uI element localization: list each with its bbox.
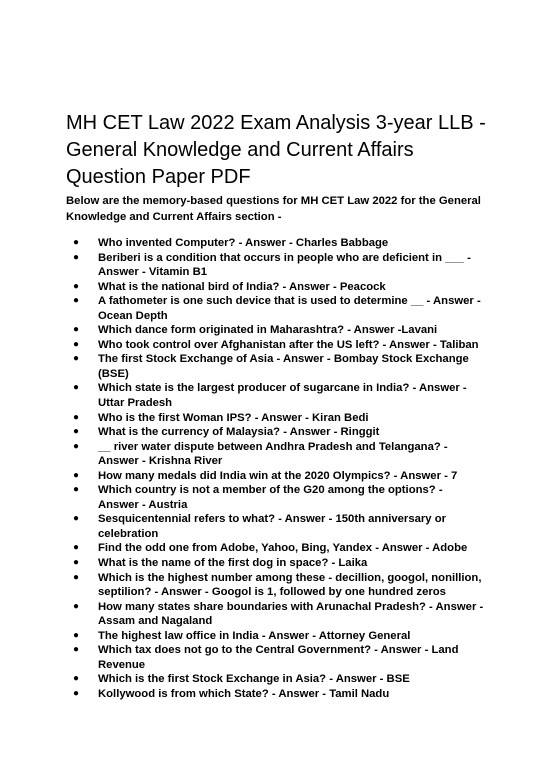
bullet-icon: ● [73, 251, 80, 263]
bullet-icon: ● [73, 440, 80, 452]
list-item-text: The first Stock Exchange of Asia - Answer - Bombay Stock Exchange (BSE) [98, 353, 469, 380]
list-item [66, 352, 486, 381]
bullet-icon: ● [73, 571, 80, 583]
list-item [66, 600, 486, 629]
list-item-text: How many medals did India win at the 2020 Olympics? - Answer - 7 [98, 469, 458, 482]
list-item-text: How many states share boundaries with Arunachal Pradesh? - Answer - Assam and Nagaland [98, 600, 484, 628]
bullet-icon: ● [73, 644, 80, 656]
list-item [66, 425, 486, 440]
list-item [66, 294, 486, 323]
list-item [66, 440, 486, 469]
list-item-text: Beriberi is a condition that occurs in people who are deficient in ___ - Answer - Vitamin B1 [98, 251, 471, 279]
bullet-icon: ● [73, 353, 80, 365]
bullet-icon: ● [73, 324, 80, 336]
list-item [66, 483, 486, 512]
bullet-icon: ● [73, 237, 80, 248]
list-item-text: The highest law office in India - Answer - Attorney General [98, 629, 411, 642]
list-item [66, 672, 486, 687]
list-item [66, 556, 486, 571]
list-item-text: Kollywood is from which State? - Answer - Tamil Nadu [98, 687, 390, 700]
list-item-text: Who took control over Afghanistan after the US left? - Answer - Taliban [98, 338, 479, 351]
bullet-icon: ● [73, 280, 80, 292]
list-item [66, 323, 486, 338]
list-item [66, 512, 486, 541]
intro-paragraph: Below are the memory-based questions for MH CET Law 2022 for the General Knowledge and Current Affairs section - [66, 195, 481, 223]
bullet-icon: ● [73, 484, 80, 496]
list-item [66, 541, 486, 556]
bullet-icon: ● [73, 687, 80, 699]
list-item [66, 381, 486, 410]
list-item-text: Which country is not a member of the G20 among the options? - Answer - Austria [98, 484, 443, 511]
list-item [66, 411, 486, 426]
bullet-icon: ● [73, 338, 80, 350]
list-item-text: Which is the highest number among these - decillion, googol, nonillion, septilion? - Answer - Googol is 1, followed by one hundred zeros [98, 571, 482, 599]
bullet-icon: ● [73, 426, 80, 438]
list-item-text: What is the name of the first dog in space? - Laika [98, 557, 368, 570]
list-item-text: Sesquicentennial refers to what? - Answer - 150th anniversary or celebration [98, 513, 447, 540]
list-item-text: A fathometer is one such device that is used to determine __ - Answer - Ocean Depth [98, 295, 481, 322]
bullet-icon: ● [73, 673, 80, 685]
bullet-icon: ● [73, 469, 80, 481]
list-item-text: Which is the first Stock Exchange in Asia? - Answer - BSE [98, 673, 410, 686]
list-item [66, 687, 486, 702]
list-item-text: What is the currency of Malaysia? - Answer - Ringgit [98, 426, 380, 439]
list-item [66, 469, 486, 484]
bullet-icon: ● [73, 600, 80, 612]
list-item-text: Who invented Computer? - Answer - Charles Babbage [98, 237, 389, 249]
bullet-icon: ● [73, 513, 80, 525]
bullet-icon: ● [73, 542, 80, 554]
question-list [66, 236, 486, 702]
list-item [66, 338, 486, 353]
list-item [66, 571, 486, 600]
bullet-icon: ● [73, 295, 80, 307]
list-item [66, 251, 486, 280]
list-item-text: Which state is the largest producer of sugarcane in India? - Answer - Uttar Pradesh [98, 382, 467, 410]
bullet-icon: ● [73, 557, 80, 569]
list-item-text: Find the odd one from Adobe, Yahoo, Bing, Yandex - Answer - Adobe [98, 542, 468, 555]
list-item-text: What is the national bird of India? - Answer - Peacock [98, 280, 386, 293]
bullet-icon: ● [73, 629, 80, 641]
document-title: MH CET Law 2022 Exam Analysis 3-year LLB - General Knowledge and Current Affairs Question Paper PDF [66, 112, 486, 188]
list-item [66, 236, 486, 251]
list-item [66, 280, 486, 295]
list-item-text: Who is the first Woman IPS? - Answer - Kiran Bedi [98, 411, 369, 424]
bullet-icon: ● [73, 382, 80, 394]
list-item [66, 643, 486, 672]
list-item-text: Which dance form originated in Maharashtra? - Answer -Lavani [98, 324, 438, 337]
list-item-text: Which tax does not go to the Central Government? - Answer - Land Revenue [98, 644, 459, 671]
list-item [66, 629, 486, 644]
list-item-text: __ river water dispute between Andhra Pradesh and Telangana? - Answer - Krishna River [98, 440, 448, 468]
bullet-icon: ● [73, 411, 80, 423]
